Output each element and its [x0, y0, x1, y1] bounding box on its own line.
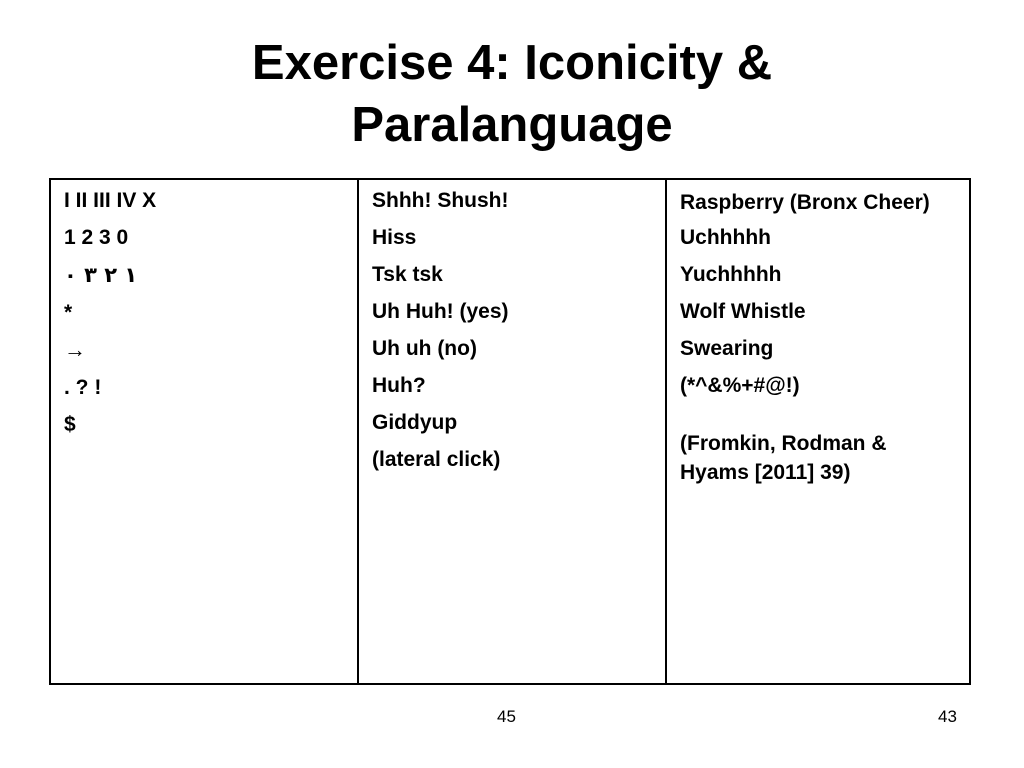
slide-title-line-1: Exercise 4: Iconicity &: [251, 36, 773, 90]
gesture-item: (*^&%+#@!): [680, 374, 800, 397]
symbol-punctuation: . ? !: [64, 376, 102, 399]
arrow-right-icon: →: [64, 337, 86, 362]
column-vocal-gestures: [667, 180, 969, 683]
column-writing-symbols: [51, 180, 359, 683]
slide-title-line-2: Paralanguage: [351, 98, 673, 152]
symbol-dollar: $: [64, 413, 76, 436]
sound-item: Hiss: [372, 226, 417, 249]
gesture-item: Swearing: [680, 337, 774, 360]
symbol-roman-numerals: I II III IV X: [64, 189, 157, 212]
slide-number-center: 45: [497, 707, 516, 726]
sound-item: (lateral click): [372, 448, 501, 471]
sound-item: Tsk tsk: [372, 263, 443, 286]
symbol-arabic-numerals: 1 2 3 0: [64, 226, 129, 249]
symbol-arrow: [64, 337, 347, 364]
gesture-item: Yuchhhhh: [680, 263, 782, 286]
column-paralanguage-sounds: [359, 180, 667, 683]
slide-title: [0, 32, 1024, 156]
sound-item: Uh uh (no): [372, 337, 477, 360]
symbol-asterisk: *: [64, 301, 73, 324]
sound-item: Huh?: [372, 374, 426, 397]
content-table: [49, 178, 971, 685]
gesture-item: Uchhhhh: [680, 226, 771, 249]
eastern-arabic-digits: ١ ٢ ٣ ٠: [64, 263, 138, 287]
sound-item: Shhh! Shush!: [372, 189, 509, 212]
sound-item: Uh Huh! (yes): [372, 300, 509, 323]
citation: (Fromkin, Rodman & Hyams [2011] 39): [680, 432, 887, 484]
sound-item: Giddyup: [372, 411, 458, 434]
symbol-eastern-arabic-numerals: [64, 262, 347, 289]
gesture-item: Wolf Whistle: [680, 300, 806, 323]
slide-number-right: 43: [938, 707, 957, 726]
gesture-item: Raspberry (Bronx Cheer): [680, 191, 930, 214]
